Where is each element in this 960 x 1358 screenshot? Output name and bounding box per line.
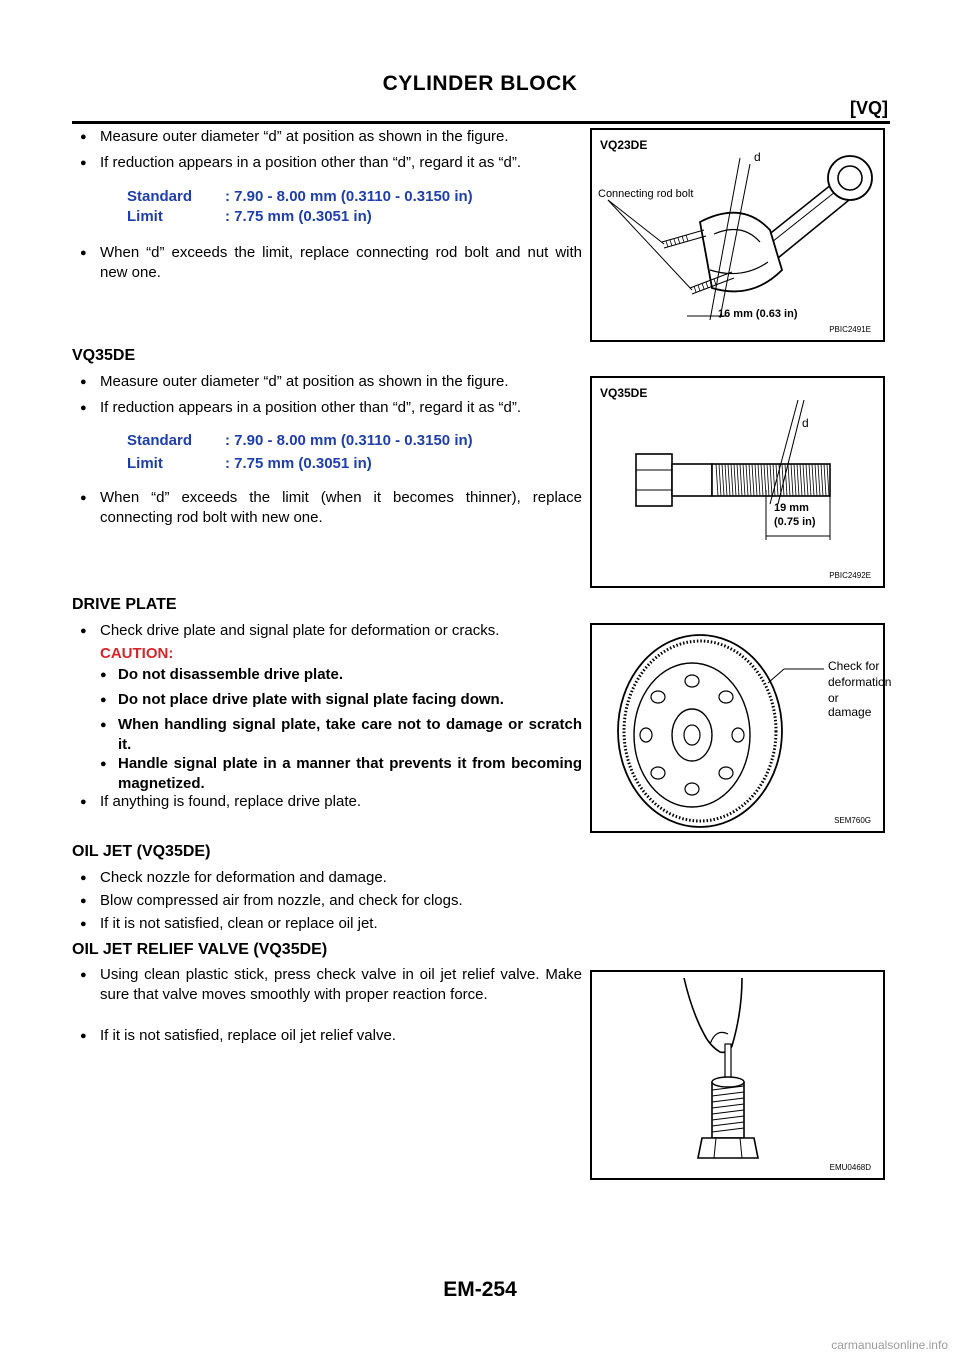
bolt-illustration bbox=[592, 378, 883, 586]
section-tag: [VQ] bbox=[850, 98, 888, 118]
page-title: CYLINDER BLOCK bbox=[382, 72, 578, 95]
figure-title: VQ23DE bbox=[600, 138, 648, 152]
figure-code: PBIC2492E bbox=[829, 571, 871, 580]
spec-label: Standard bbox=[127, 188, 193, 205]
page-number: EM-254 bbox=[443, 1278, 517, 1301]
figure-label-dimension: 16 mm (0.63 in) bbox=[718, 308, 798, 320]
figure-title: VQ35DE bbox=[600, 386, 648, 400]
figure-label-line-3: or damage bbox=[828, 691, 872, 719]
figure-label-bolt: Connecting rod bolt bbox=[598, 188, 694, 200]
caution-item-4: ● Handle signal plate in a manner that prevents it from becoming magnetized. bbox=[100, 754, 582, 794]
relief-valve-bullet-1: ● Using clean plastic stick, press check valve in oil jet relief valve. Make sure that valve moves smoothly with proper reaction force. bbox=[78, 965, 582, 1005]
figure-label-d: d bbox=[754, 150, 761, 164]
figure-vq23de-connecting-rod bbox=[590, 128, 885, 342]
relief-valve-bullet-2: ● If it is not satisfied, replace oil jet relief valve. bbox=[78, 1026, 582, 1046]
oil-jet-bullet-2: ● Blow compressed air from nozzle, and check for clogs. bbox=[78, 891, 582, 911]
figure-label-line-1: Check for bbox=[828, 659, 880, 673]
caution-item-2: ● Do not place drive plate with signal plate facing down. bbox=[100, 690, 582, 710]
figure-drive-plate bbox=[590, 623, 892, 833]
caution-item-3: ● When handling signal plate, take care not to damage or scratch it. bbox=[100, 715, 582, 755]
figure-code: PBIC2491E bbox=[829, 325, 871, 334]
heading-oil-jet: OIL JET (VQ35DE) bbox=[72, 843, 211, 860]
heading-oil-jet-relief-valve: OIL JET RELIEF VALVE (VQ35DE) bbox=[72, 941, 328, 958]
oil-jet-bullet-3: ● If it is not satisfied, clean or replace oil jet. bbox=[78, 914, 582, 934]
figure-label-d: d bbox=[802, 416, 809, 430]
vq23-bullet-1: ● Measure outer diameter “d” at position as shown in the figure. bbox=[78, 127, 582, 147]
figure-code: EMU0468D bbox=[829, 1163, 871, 1172]
caution-item-1: ● Do not disassemble drive plate. bbox=[100, 665, 582, 685]
vq23-spec-limit bbox=[127, 203, 372, 231]
vq35-bullet-3: ● When “d” exceeds the limit (when it becomes thinner), replace connecting rod bolt with new one. bbox=[78, 488, 582, 528]
watermark: carmanualsonline.info bbox=[831, 1338, 948, 1352]
figure-label-dimension-mm: 19 mm bbox=[774, 502, 809, 514]
heading-drive-plate: DRIVE PLATE bbox=[72, 596, 177, 613]
spec-label: Limit bbox=[127, 455, 163, 472]
spec-label: Standard bbox=[127, 432, 193, 449]
vq35-bullet-2: ● If reduction appears in a position other than “d”, regard it as “d”. bbox=[78, 398, 582, 418]
figure-label-dimension-in: (0.75 in) bbox=[774, 516, 816, 528]
header-rule bbox=[72, 121, 890, 124]
spec-label: Limit bbox=[127, 208, 163, 225]
spec-value: : 7.75 mm (0.3051 in) bbox=[225, 455, 372, 472]
figure-vq35de-bolt bbox=[590, 376, 885, 588]
drive-plate-illustration bbox=[592, 625, 883, 831]
vq23-bullet-2: ● If reduction appears in a position other than “d”, regard it as “d”. bbox=[78, 153, 582, 173]
spec-value: : 7.75 mm (0.3051 in) bbox=[225, 208, 372, 225]
oil-jet-bullet-1: ● Check nozzle for deformation and damage. bbox=[78, 868, 582, 888]
vq35-spec-limit bbox=[127, 450, 372, 478]
heading-vq35de: VQ35DE bbox=[72, 347, 136, 364]
relief-valve-illustration bbox=[592, 972, 883, 1178]
caution-label: CAUTION: bbox=[100, 645, 174, 662]
figure-oil-jet-relief-valve bbox=[590, 970, 885, 1180]
figure-code: SEM760G bbox=[834, 816, 871, 825]
vq35-bullet-1: ● Measure outer diameter “d” at position as shown in the figure. bbox=[78, 372, 582, 392]
vq23-bullet-3: ● When “d” exceeds the limit, replace connecting rod bolt and nut with new one. bbox=[78, 243, 582, 283]
drive-plate-bullet-1: ● Check drive plate and signal plate for deformation or cracks. bbox=[78, 621, 582, 641]
spec-value: : 7.90 - 8.00 mm (0.3110 - 0.3150 in) bbox=[225, 432, 473, 449]
drive-plate-bullet-2: ● If anything is found, replace drive plate. bbox=[78, 792, 582, 812]
figure-label-line-2: deformation bbox=[828, 675, 892, 689]
spec-value: : 7.90 - 8.00 mm (0.3110 - 0.3150 in) bbox=[225, 188, 473, 205]
